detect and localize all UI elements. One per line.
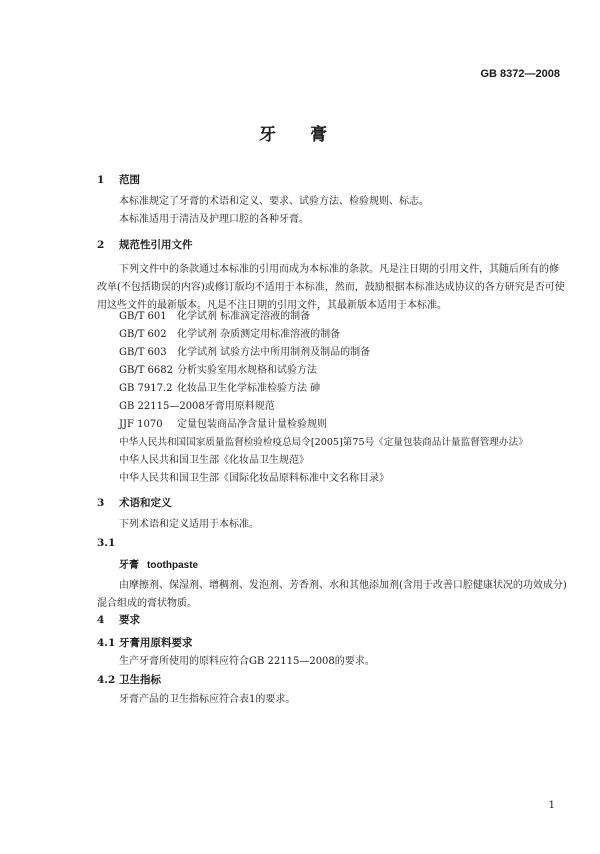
subsection-4-1-heading	[97, 635, 193, 650]
section-title: 要求	[119, 614, 140, 626]
reference-item	[119, 344, 370, 362]
subsection-number: 4.2	[97, 674, 116, 686]
reference-item	[119, 362, 317, 380]
section-number: 3	[97, 497, 105, 509]
section-1-heading	[97, 172, 140, 187]
section-2-intro: 下列文件中的条款通过本标准的引用而成为本标准的条款。凡是注日期的引用文件，其随后所有的修改单(不包括勘误的内容)或修订版均不适用于本标准，然而，鼓励根据本标准达成协议的各方研究是否可使用这些文件的最新版本。凡是不注日期的引用文件，其最新版本适用于本标准。	[97, 264, 565, 311]
section-number: 1	[97, 174, 105, 186]
section-2-heading	[97, 237, 193, 252]
section-1-paragraph: 本标准规定了牙膏的术语和定义、要求、试验方法、检验规则、标志。	[119, 196, 429, 207]
reference-item	[119, 380, 320, 398]
section-title: 范围	[119, 174, 140, 186]
subsection-4-2-heading	[97, 672, 161, 687]
section-number: 4	[97, 614, 105, 626]
subsection-number: 4.1	[97, 637, 116, 649]
reference-item	[119, 416, 327, 434]
term-entry	[119, 557, 198, 575]
term-chinese: 牙膏	[119, 560, 139, 571]
reference-title: 牙膏用原料规范	[204, 401, 275, 412]
reference-item	[119, 308, 310, 326]
section-1-paragraph: 本标准适用于清洁及护理口腔的各种牙膏。	[119, 214, 309, 225]
subsection-title: 牙膏用原料要求	[119, 637, 193, 649]
reference-order: 中华人民共和国卫生部《化妆品卫生规范》	[119, 455, 309, 466]
reference-title: 化学试剂 试验方法中所用制剂及制品的制备	[177, 347, 371, 358]
reference-title: 分析实验室用水规格和试验方法	[177, 365, 317, 376]
term-english: toothpaste	[147, 560, 199, 571]
reference-title: 化学试剂 杂质测定用标准溶液的制备	[177, 329, 341, 340]
section-4-heading	[97, 612, 140, 627]
reference-title: 化学试剂 标准滴定溶液的制备	[177, 311, 311, 322]
reference-code: GB/T 6682	[119, 365, 174, 376]
reference-code: GB 22115—2008	[119, 401, 205, 412]
subsection-number: 3.1	[97, 537, 116, 549]
reference-order: 中华人民共和国卫生部《国际化妆品原料标准中文名称目录》	[119, 473, 389, 484]
subsection-title: 卫生指标	[119, 674, 161, 686]
section-3-intro: 下列术语和定义适用于本标准。	[119, 519, 259, 530]
reference-code: GB/T 603	[119, 347, 167, 358]
document-title: 牙 膏	[259, 125, 341, 145]
reference-code: GB/T 602	[119, 329, 167, 340]
standard-number: GB 8372—2008	[480, 68, 560, 80]
reference-title: 定量包装商品净含量计量检验规则	[177, 419, 327, 430]
reference-title: 化妆品卫生化学标准检验方法 砷	[177, 383, 321, 394]
reference-code: GB/T 601	[119, 311, 167, 322]
section-title: 术语和定义	[119, 497, 172, 509]
subsection-4-1-text: 生产牙膏所使用的原料应符合GB 22115—2008的要求。	[119, 656, 375, 667]
subsection-4-2-text: 牙膏产品的卫生指标应符合表1的要求。	[119, 694, 296, 705]
section-3-heading	[97, 495, 172, 510]
reference-item	[119, 398, 275, 416]
reference-item	[119, 326, 340, 344]
term-definition: 由摩擦剂、保湿剂、增稠剂、发泡剂、芳香剂、水和其他添加剂(含用于改善口腔健康状况的功效成分)混合组成的膏状物质。	[97, 580, 567, 609]
reference-code: GB 7917.2	[119, 383, 173, 394]
section-title: 规范性引用文件	[119, 239, 193, 251]
reference-order: 中华人民共和国国家质量监督检验检疫总局令[2005]第75号《定量包装商品计量监督管理办法》	[119, 437, 528, 448]
reference-code: JJF 1070	[119, 419, 163, 430]
page-number: 1	[548, 800, 555, 811]
section-number: 2	[97, 239, 105, 251]
